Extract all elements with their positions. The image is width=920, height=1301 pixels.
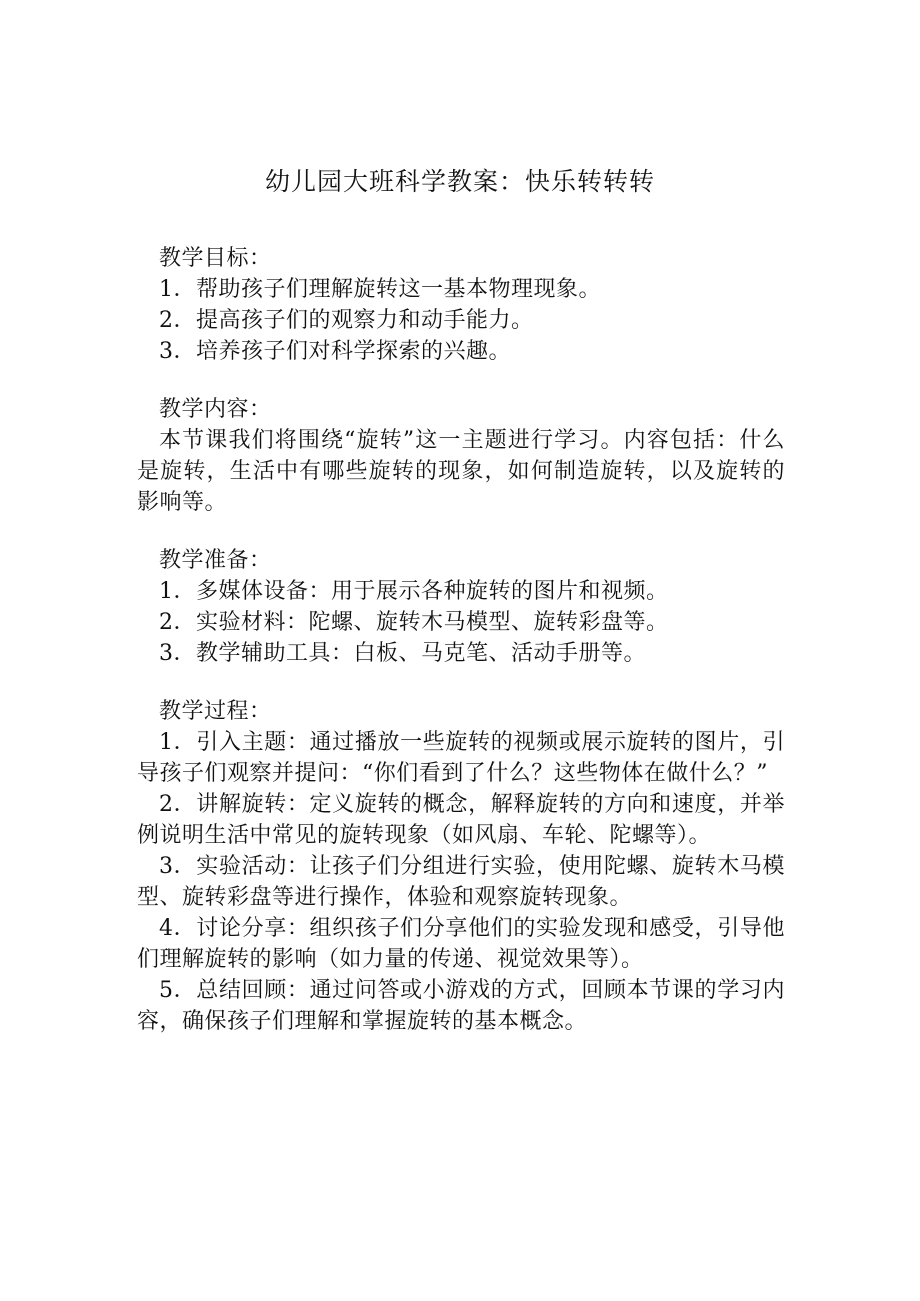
document-body bbox=[137, 243, 785, 1064]
content-paragraph: 本节课我们将围绕“旋转”这一主题进行学习。内容包括：什么是旋转，生活中有哪些旋转的现象，如何制造旋转，以及旋转的影响等。 bbox=[137, 428, 785, 515]
objectives-section bbox=[137, 243, 785, 367]
objective-item: 1．帮助孩子们理解旋转这一基本物理现象。 bbox=[159, 277, 601, 302]
process-step: 5．总结回顾：通过问答或小游戏的方式，回顾本节课的学习内容，确保孩子们理解和掌握旋转的基本概念。 bbox=[137, 978, 785, 1034]
objectives-heading: 教学目标： bbox=[159, 246, 272, 271]
process-step: 4．讨论分享：组织孩子们分享他们的实验发现和感受，引导他们理解旋转的影响（如力量的传递、视觉效果等）。 bbox=[137, 916, 785, 972]
content-section bbox=[137, 394, 785, 518]
document-title: 幼儿园大班科学教案：快乐转转转 bbox=[264, 167, 655, 196]
preparation-item: 3．教学辅助工具：白板、马克笔、活动手册等。 bbox=[159, 641, 646, 666]
preparation-section bbox=[137, 545, 785, 669]
objective-item: 2．提高孩子们的观察力和动手能力。 bbox=[159, 308, 534, 333]
process-heading: 教学过程： bbox=[159, 699, 272, 724]
preparation-item: 2．实验材料：陀螺、旋转木马模型、旋转彩盘等。 bbox=[159, 610, 669, 635]
process-step: 1．引入主题：通过播放一些旋转的视频或展示旋转的图片，引导孩子们观察并提问：“你们看到了什么？这些物体在做什么？” bbox=[137, 730, 785, 786]
process-section bbox=[137, 696, 785, 1037]
objective-item: 3．培养孩子们对科学探索的兴趣。 bbox=[159, 339, 511, 364]
content-heading: 教学内容： bbox=[159, 397, 272, 422]
process-step: 2．讲解旋转：定义旋转的概念，解释旋转的方向和速度，并举例说明生活中常见的旋转现象（如风扇、车轮、陀螺等）。 bbox=[137, 792, 785, 848]
process-step: 3．实验活动：让孩子们分组进行实验，使用陀螺、旋转木马模型、旋转彩盘等进行操作，体验和观察旋转现象。 bbox=[137, 854, 785, 910]
preparation-heading: 教学准备： bbox=[159, 548, 272, 573]
preparation-item: 1．多媒体设备：用于展示各种旋转的图片和视频。 bbox=[159, 579, 669, 604]
